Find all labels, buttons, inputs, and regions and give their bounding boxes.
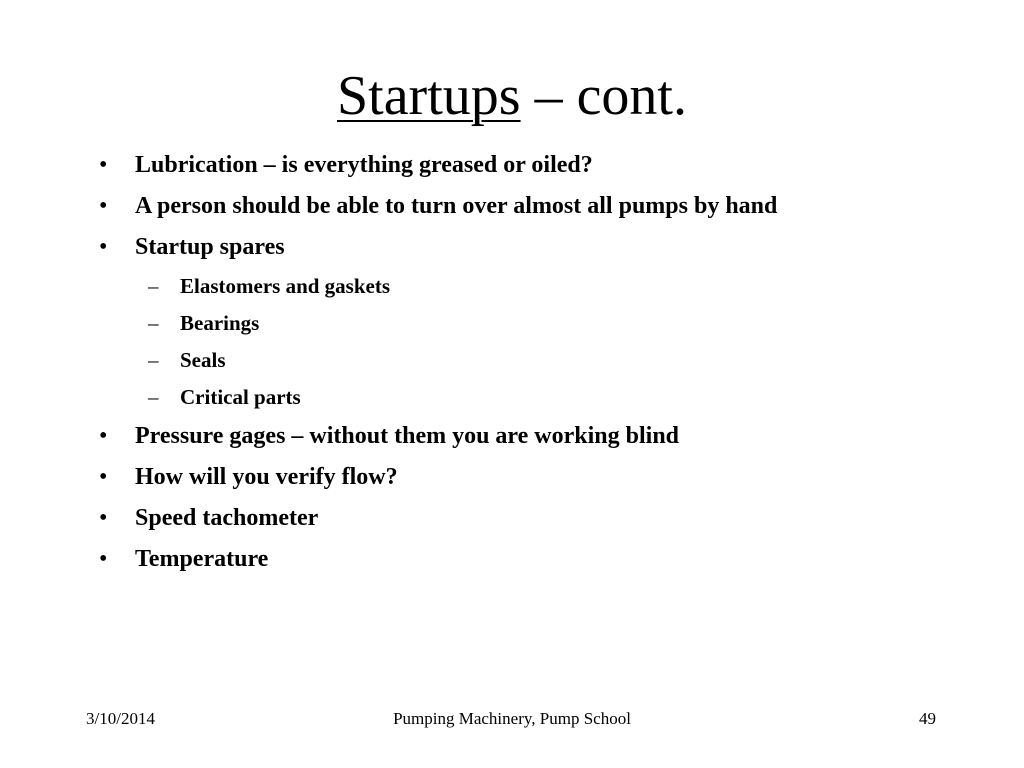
bullet-marker: •: [99, 546, 108, 572]
sub-list-item: [148, 347, 226, 373]
sub-list-item-text: Seals: [180, 348, 226, 372]
list-item: [99, 503, 318, 533]
sub-list-item-text: Elastomers and gaskets: [180, 274, 391, 298]
bullet-marker: •: [99, 505, 108, 531]
list-item: [99, 232, 285, 262]
sub-list-item-text: Critical parts: [180, 385, 301, 409]
sub-list-item: [148, 384, 301, 410]
slide-title-main: Startups: [337, 65, 521, 127]
sub-list-item-text: Bearings: [180, 311, 260, 335]
bullet-marker: •: [99, 193, 108, 219]
list-item-text: How will you verify flow?: [135, 464, 398, 490]
sub-list-item: [148, 310, 259, 336]
dash-marker: –: [148, 311, 159, 335]
bullet-marker: •: [99, 152, 108, 178]
bullet-marker: •: [99, 423, 108, 449]
list-item: [99, 150, 593, 180]
list-item: [99, 191, 777, 221]
footer-date: 3/10/2014: [86, 709, 155, 728]
list-item-text: A person should be able to turn over almost all pumps by hand: [135, 193, 778, 219]
dash-marker: –: [148, 348, 159, 372]
bullet-marker: •: [99, 234, 108, 260]
sub-list-item: [148, 273, 390, 299]
list-item-text: Lubrication – is everything greased or oiled?: [135, 152, 593, 178]
list-item-text: Pressure gages – without them you are working blind: [135, 423, 680, 449]
list-item-text: Startup spares: [135, 234, 285, 260]
list-item: [99, 462, 398, 492]
list-item-text: Temperature: [135, 546, 269, 572]
list-item: [99, 544, 268, 574]
list-item-text: Speed tachometer: [135, 505, 319, 531]
bullet-marker: •: [99, 464, 108, 490]
list-item: [99, 421, 679, 451]
footer-title: Pumping Machinery, Pump School: [393, 709, 631, 728]
slide-title: [0, 62, 1024, 130]
slide-title-suffix: – cont.: [520, 65, 687, 127]
footer-page-number: 49: [919, 709, 936, 728]
dash-marker: –: [148, 274, 159, 298]
dash-marker: –: [148, 385, 159, 409]
